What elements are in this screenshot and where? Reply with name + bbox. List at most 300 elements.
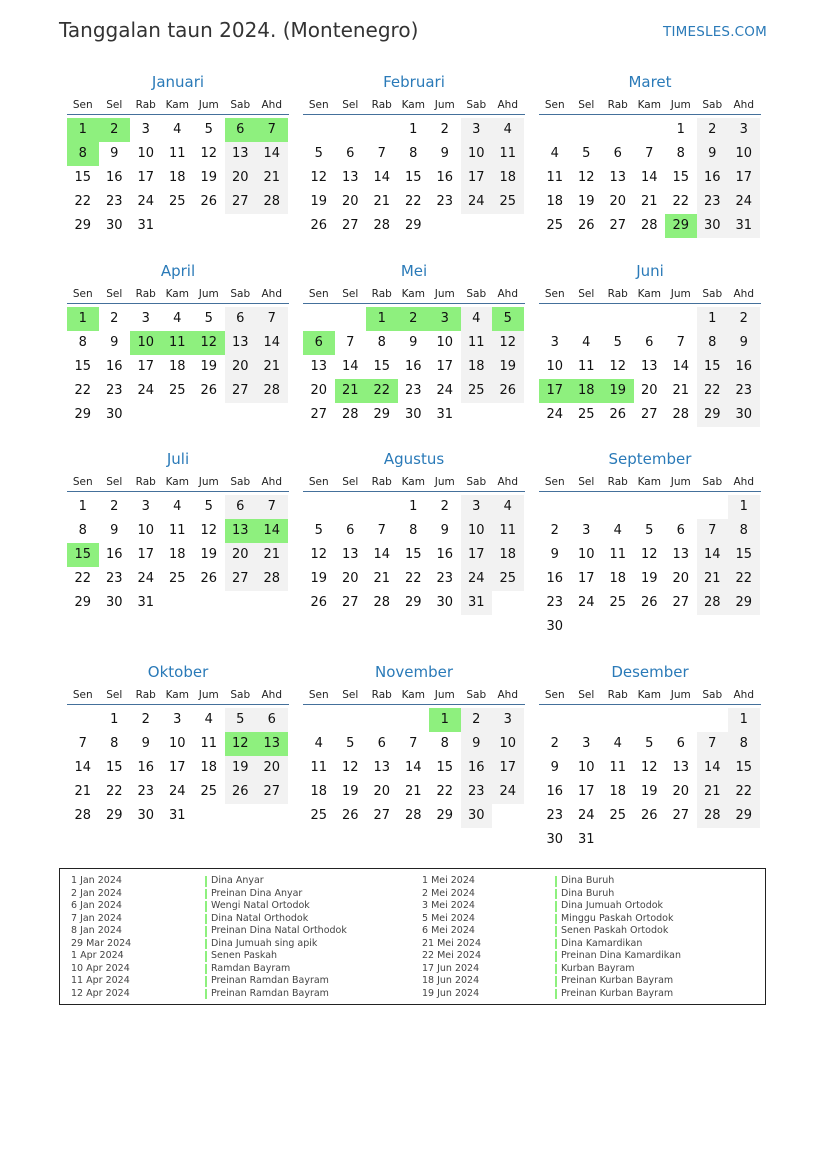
- legend-dates-column-1: [71, 875, 131, 1000]
- empty-day-cell: [602, 495, 634, 519]
- weekday-header: [539, 473, 761, 492]
- day-cell: 7: [676, 335, 685, 350]
- month-juli: [67, 449, 289, 615]
- day-grid: [67, 495, 289, 615]
- day-cell: 18: [200, 760, 218, 775]
- day-cell: 8: [78, 335, 87, 350]
- day-cell: 19: [310, 571, 328, 586]
- day-cell: 26: [492, 379, 524, 403]
- day-cell: 26: [310, 595, 328, 610]
- day-cell: 18: [168, 359, 186, 374]
- day-cell: 15: [74, 170, 92, 185]
- day-cell: 5: [645, 523, 654, 538]
- day-cell: 29: [697, 403, 729, 427]
- weekday-label: Sen: [544, 689, 565, 701]
- legend-holiday-name: Senen Paskah: [205, 950, 347, 963]
- day-cell: 2: [728, 307, 760, 331]
- day-cell: 26: [200, 194, 218, 209]
- day-cell: 5: [645, 736, 654, 751]
- day-cell: 28: [640, 218, 658, 233]
- day-cell: 31: [436, 407, 454, 422]
- day-cell: 4: [461, 307, 493, 331]
- empty-day-cell: [665, 708, 697, 732]
- day-cell: 5: [613, 335, 622, 350]
- day-cell: 15: [373, 359, 391, 374]
- day-cell: 1: [697, 307, 729, 331]
- day-cell: 12: [492, 331, 524, 355]
- weekday-label: Ahd: [733, 689, 754, 701]
- day-cell: 21: [256, 355, 288, 379]
- day-cell: 20: [341, 194, 359, 209]
- day-cell: 8: [377, 335, 386, 350]
- day-cell: 10: [461, 519, 493, 543]
- day-cell: 4: [492, 495, 524, 519]
- day-cell: 23: [546, 595, 564, 610]
- day-cell: 18: [609, 571, 627, 586]
- empty-day-cell: [665, 495, 697, 519]
- weekday-label: Rab: [371, 476, 392, 488]
- day-cell: 10: [461, 142, 493, 166]
- empty-day-cell: [335, 495, 367, 519]
- day-grid: [539, 307, 761, 427]
- weekday-label: Sab: [466, 99, 487, 111]
- empty-day-cell: [602, 307, 634, 331]
- day-cell: 31: [728, 214, 760, 238]
- weekday-header: [303, 686, 525, 705]
- weekday-label: Kam: [401, 99, 425, 111]
- weekday-label: Rab: [371, 288, 392, 300]
- weekday-label: Sab: [230, 99, 251, 111]
- day-cell: 18: [609, 784, 627, 799]
- day-cell: 31: [461, 591, 493, 615]
- day-cell: 17: [168, 760, 186, 775]
- day-cell: 23: [137, 784, 155, 799]
- day-cell: 18: [310, 784, 328, 799]
- day-cell: 16: [546, 784, 564, 799]
- weekday-label: Ahd: [497, 476, 518, 488]
- day-cell: 29: [728, 804, 760, 828]
- day-cell: 4: [173, 122, 182, 137]
- day-cell: 9: [409, 335, 418, 350]
- weekday-label: Sen: [308, 689, 329, 701]
- day-cell: 10: [728, 142, 760, 166]
- day-cell: 8: [78, 523, 87, 538]
- weekday-label: Jum: [198, 99, 219, 111]
- day-cell: 20: [609, 194, 627, 209]
- weekday-label: Ahd: [733, 476, 754, 488]
- day-cell: 13: [609, 170, 627, 185]
- legend-holiday-name: Dina Buruh: [555, 875, 681, 888]
- weekday-label: Jum: [198, 288, 219, 300]
- legend-holiday-name: Kurban Bayram: [555, 963, 681, 976]
- legend-holiday-name: Preinan Kurban Bayram: [555, 975, 681, 988]
- day-cell: 16: [461, 756, 493, 780]
- legend-holiday-name: Preinan Kurban Bayram: [555, 988, 681, 1001]
- empty-day-cell: [665, 307, 697, 331]
- weekday-header: [539, 96, 761, 115]
- day-cell: 29: [728, 591, 760, 615]
- weekday-label: Jum: [434, 99, 455, 111]
- day-cell: 1: [676, 122, 685, 137]
- day-cell: 2: [550, 523, 559, 538]
- day-cell: 13: [225, 331, 257, 355]
- weekday-label: Sen: [72, 288, 93, 300]
- weekday-label: Sel: [106, 476, 123, 488]
- day-cell: 23: [436, 194, 454, 209]
- day-cell: 19: [577, 194, 595, 209]
- day-cell: 11: [492, 519, 524, 543]
- day-cell: 20: [310, 383, 328, 398]
- day-cell: 9: [110, 523, 119, 538]
- day-cell: 29: [74, 595, 92, 610]
- day-cell: 9: [110, 335, 119, 350]
- day-cell: 30: [461, 804, 493, 828]
- day-cell: 13: [672, 547, 690, 562]
- day-cell: 5: [314, 523, 323, 538]
- day-cell: 21: [640, 194, 658, 209]
- month-title: Mei: [400, 262, 428, 280]
- day-cell: 22: [105, 784, 123, 799]
- weekday-label: Rab: [135, 476, 156, 488]
- weekday-label: Sen: [544, 288, 565, 300]
- day-cell: 8: [697, 331, 729, 355]
- day-cell: 5: [225, 708, 257, 732]
- legend-date: 11 Apr 2024: [71, 975, 130, 986]
- day-cell: 13: [373, 760, 391, 775]
- day-cell: 14: [697, 543, 729, 567]
- day-cell: 23: [105, 194, 123, 209]
- day-cell: 23: [728, 379, 760, 403]
- month-title: Februari: [383, 73, 445, 91]
- day-cell: 25: [461, 379, 493, 403]
- day-cell: 3: [461, 118, 493, 142]
- day-cell: 28: [373, 595, 391, 610]
- legend-holiday-name: Preinan Dina Kamardikan: [555, 950, 681, 963]
- day-cell: 13: [341, 170, 359, 185]
- empty-day-cell: [335, 307, 367, 331]
- day-cell: 19: [640, 784, 658, 799]
- holiday-day-cell: 1: [429, 708, 461, 732]
- holiday-day-cell: 14: [256, 519, 288, 543]
- day-cell: 19: [640, 571, 658, 586]
- day-cell: 8: [110, 736, 119, 751]
- weekday-label: Sen: [72, 99, 93, 111]
- day-cell: 22: [74, 194, 92, 209]
- day-cell: 9: [550, 760, 559, 775]
- day-cell: 16: [105, 170, 123, 185]
- month-title: Juli: [166, 450, 190, 468]
- day-cell: 3: [550, 335, 559, 350]
- day-cell: 8: [676, 146, 685, 161]
- day-cell: 29: [74, 407, 92, 422]
- legend-date: 22 Mei 2024: [422, 950, 481, 961]
- month-title: Juni: [636, 262, 664, 280]
- weekday-label: Ahd: [733, 288, 754, 300]
- day-cell: 16: [137, 760, 155, 775]
- day-cell: 3: [582, 523, 591, 538]
- weekday-label: Sen: [544, 99, 565, 111]
- empty-day-cell: [539, 708, 571, 732]
- legend-holiday-name: Wengi Natal Ortodok: [205, 900, 347, 913]
- day-cell: 24: [728, 190, 760, 214]
- weekday-header: [303, 285, 525, 304]
- day-cell: 9: [550, 547, 559, 562]
- legend-date: 21 Mei 2024: [422, 937, 481, 949]
- weekday-label: Sab: [702, 689, 723, 701]
- day-cell: 24: [492, 780, 524, 804]
- day-cell: 30: [728, 403, 760, 427]
- legend-date: 8 Jan 2024: [71, 925, 122, 936]
- day-cell: 30: [436, 595, 454, 610]
- day-cell: 12: [341, 760, 359, 775]
- day-cell: 2: [141, 712, 150, 727]
- day-cell: 31: [168, 808, 186, 823]
- day-cell: 22: [436, 784, 454, 799]
- day-cell: 17: [137, 170, 155, 185]
- weekday-label: Sel: [578, 288, 595, 300]
- day-cell: 24: [137, 571, 155, 586]
- holiday-day-cell: 13: [225, 519, 257, 543]
- weekday-label: Jum: [198, 689, 219, 701]
- weekday-label: Jum: [434, 689, 455, 701]
- weekday-label: Sel: [342, 99, 359, 111]
- legend-dates-column-2: [422, 875, 481, 1000]
- day-cell: 20: [640, 383, 658, 398]
- day-cell: 7: [697, 519, 729, 543]
- day-cell: 7: [377, 146, 386, 161]
- day-cell: 15: [728, 756, 760, 780]
- day-cell: 17: [577, 571, 595, 586]
- empty-day-cell: [697, 495, 729, 519]
- day-cell: 3: [173, 712, 182, 727]
- legend-holiday-name: Ramdan Bayram: [205, 963, 347, 976]
- holiday-day-cell: 12: [225, 732, 257, 756]
- day-cell: 31: [137, 218, 155, 233]
- legend-holiday-name: Dina Natal Orthodok: [205, 913, 347, 926]
- day-cell: 19: [200, 170, 218, 185]
- day-cell: 7: [377, 523, 386, 538]
- day-cell: 27: [609, 218, 627, 233]
- legend-holiday-name: Dina Jumuah Ortodok: [555, 900, 681, 913]
- month-title: Desember: [611, 663, 689, 681]
- day-cell: 17: [728, 166, 760, 190]
- day-cell: 2: [550, 736, 559, 751]
- holiday-day-cell: 6: [225, 118, 257, 142]
- day-cell: 3: [492, 708, 524, 732]
- weekday-label: Jum: [198, 476, 219, 488]
- day-cell: 15: [697, 355, 729, 379]
- day-cell: 3: [728, 118, 760, 142]
- holiday-day-cell: 22: [366, 379, 398, 403]
- day-cell: 28: [373, 218, 391, 233]
- day-cell: 5: [582, 146, 591, 161]
- month-januari: [67, 72, 289, 238]
- day-cell: 27: [672, 595, 690, 610]
- day-cell: 30: [546, 832, 564, 847]
- day-cell: 29: [105, 808, 123, 823]
- weekday-label: Sab: [230, 288, 251, 300]
- weekday-label: Rab: [607, 288, 628, 300]
- weekday-label: Kam: [401, 288, 425, 300]
- day-cell: 24: [436, 383, 454, 398]
- day-cell: 26: [200, 383, 218, 398]
- day-cell: 23: [546, 808, 564, 823]
- day-cell: 11: [609, 547, 627, 562]
- day-cell: 19: [492, 355, 524, 379]
- day-cell: 5: [204, 311, 213, 326]
- day-cell: 4: [492, 118, 524, 142]
- holiday-day-cell: 2: [398, 307, 430, 331]
- month-september: [539, 449, 761, 639]
- day-cell: 22: [672, 194, 690, 209]
- day-cell: 8: [728, 519, 760, 543]
- empty-day-cell: [634, 118, 666, 142]
- day-cell: 7: [697, 732, 729, 756]
- month-title: November: [374, 663, 454, 681]
- weekday-label: Jum: [670, 288, 691, 300]
- day-cell: 28: [697, 591, 729, 615]
- day-cell: 1: [110, 712, 119, 727]
- holiday-day-cell: 8: [67, 142, 99, 166]
- day-cell: 27: [310, 407, 328, 422]
- day-cell: 20: [225, 543, 257, 567]
- day-cell: 10: [137, 146, 155, 161]
- day-cell: 17: [436, 359, 454, 374]
- day-cell: 15: [404, 170, 422, 185]
- weekday-label: Sel: [578, 689, 595, 701]
- day-cell: 16: [436, 547, 454, 562]
- day-cell: 13: [640, 359, 658, 374]
- holiday-day-cell: 11: [162, 331, 194, 355]
- day-cell: 13: [341, 547, 359, 562]
- weekday-header: [303, 96, 525, 115]
- month-desember: [539, 662, 761, 852]
- weekday-label: Kam: [165, 288, 189, 300]
- day-grid: [303, 708, 525, 828]
- day-cell: 29: [404, 218, 422, 233]
- weekday-label: Jum: [670, 99, 691, 111]
- day-cell: 5: [314, 146, 323, 161]
- day-cell: 12: [640, 547, 658, 562]
- day-cell: 23: [461, 780, 493, 804]
- day-cell: 24: [546, 407, 564, 422]
- day-cell: 20: [373, 784, 391, 799]
- weekday-header: [67, 473, 289, 492]
- weekday-label: Sab: [230, 476, 251, 488]
- empty-day-cell: [571, 495, 603, 519]
- day-cell: 30: [105, 407, 123, 422]
- holiday-day-cell: 3: [429, 307, 461, 331]
- day-cell: 27: [256, 780, 288, 804]
- legend-date: 18 Jun 2024: [422, 975, 480, 986]
- day-cell: 14: [404, 760, 422, 775]
- legend-date: 19 Jun 2024: [422, 987, 480, 999]
- day-cell: 21: [697, 780, 729, 804]
- day-cell: 17: [492, 756, 524, 780]
- day-cell: 6: [377, 736, 386, 751]
- day-cell: 15: [436, 760, 454, 775]
- day-cell: 15: [105, 760, 123, 775]
- day-cell: 11: [492, 142, 524, 166]
- day-cell: 12: [310, 547, 328, 562]
- weekday-label: Ahd: [497, 288, 518, 300]
- empty-day-cell: [539, 495, 571, 519]
- month-title: Maret: [628, 73, 672, 91]
- day-cell: 11: [200, 736, 218, 751]
- day-cell: 4: [613, 523, 622, 538]
- month-oktober: [67, 662, 289, 828]
- holiday-day-cell: 13: [256, 732, 288, 756]
- brand-link[interactable]: TIMESLES.COM: [663, 24, 767, 40]
- weekday-label: Ahd: [261, 476, 282, 488]
- weekday-label: Sel: [106, 689, 123, 701]
- holiday-day-cell: 7: [256, 118, 288, 142]
- day-cell: 2: [697, 118, 729, 142]
- day-cell: 30: [137, 808, 155, 823]
- legend-holiday-name: Senen Paskah Ortodok: [555, 925, 681, 938]
- empty-day-cell: [398, 708, 430, 732]
- legend-date: 12 Apr 2024: [71, 987, 130, 999]
- day-cell: 8: [409, 523, 418, 538]
- legend-holiday-name: Preinan Dina Natal Orthodok: [205, 925, 347, 938]
- legend-date: 17 Jun 2024: [422, 962, 480, 974]
- weekday-header: [303, 473, 525, 492]
- day-cell: 7: [346, 335, 355, 350]
- day-cell: 2: [440, 122, 449, 137]
- day-cell: 22: [697, 379, 729, 403]
- day-cell: 3: [582, 736, 591, 751]
- day-cell: 23: [105, 383, 123, 398]
- day-cell: 28: [672, 407, 690, 422]
- day-cell: 25: [492, 567, 524, 591]
- day-cell: 28: [341, 407, 359, 422]
- month-april: [67, 261, 289, 427]
- holiday-day-cell: 1: [67, 118, 99, 142]
- weekday-label: Kam: [637, 476, 661, 488]
- weekday-label: Jum: [434, 476, 455, 488]
- day-cell: 22: [728, 567, 760, 591]
- day-cell: 28: [74, 808, 92, 823]
- day-cell: 2: [461, 708, 493, 732]
- weekday-header: [539, 686, 761, 705]
- weekday-label: Rab: [135, 99, 156, 111]
- legend-date: 1 Mei 2024: [422, 875, 475, 886]
- day-cell: 10: [137, 523, 155, 538]
- day-cell: 12: [200, 146, 218, 161]
- day-cell: 23: [105, 571, 123, 586]
- day-cell: 4: [613, 736, 622, 751]
- weekday-label: Ahd: [261, 99, 282, 111]
- day-cell: 28: [404, 808, 422, 823]
- day-cell: 23: [404, 383, 422, 398]
- day-cell: 6: [613, 146, 622, 161]
- empty-day-cell: [634, 307, 666, 331]
- weekday-label: Kam: [165, 689, 189, 701]
- day-cell: 1: [728, 708, 760, 732]
- month-juni: [539, 261, 761, 427]
- day-cell: 10: [577, 547, 595, 562]
- day-cell: 7: [256, 495, 288, 519]
- weekday-label: Rab: [607, 476, 628, 488]
- day-cell: 19: [225, 756, 257, 780]
- empty-day-cell: [571, 708, 603, 732]
- day-cell: 31: [577, 832, 595, 847]
- day-cell: 12: [640, 760, 658, 775]
- day-cell: 13: [225, 142, 257, 166]
- day-cell: 20: [672, 571, 690, 586]
- empty-day-cell: [335, 708, 367, 732]
- weekday-label: Sen: [72, 476, 93, 488]
